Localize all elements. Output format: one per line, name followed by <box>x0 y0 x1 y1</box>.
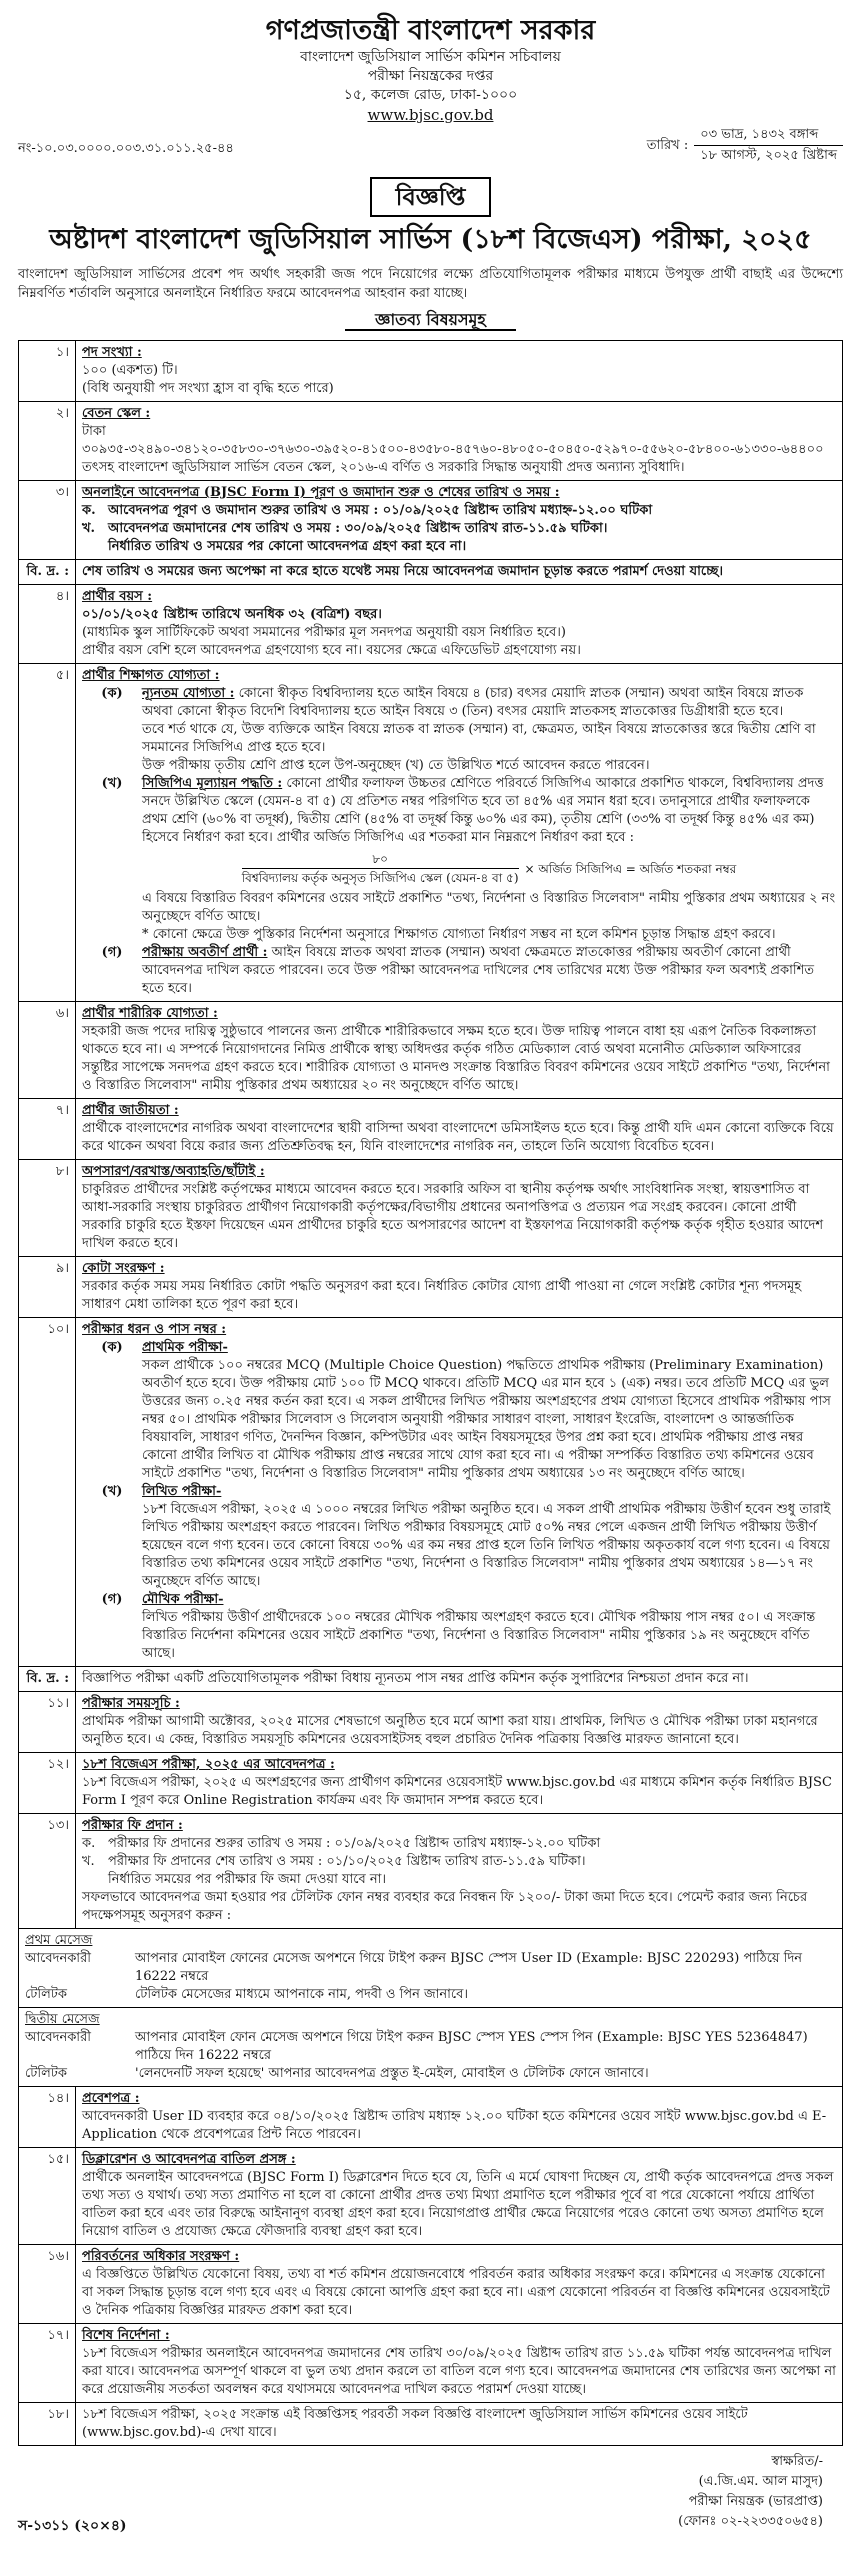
sms-sender: আবেদনকারী <box>25 1951 91 1966</box>
sms-line <box>25 1950 836 1986</box>
sub-body: তবে শর্ত থাকে যে, উক্ত ব্যক্তিকে আইন বিষয়ে স্নাতক বা স্নাতক (সম্মান) বা, ক্ষেত্রমত, আইন বিষয়ে স্নাতকোত্তর স্তরে দ্বিতীয় শ্রেণি বা সমমানের সিজিপিএ প্রাপ্ত হতে হবে। <box>142 722 816 755</box>
sub-label: (খ) <box>101 1484 123 1499</box>
item-number: ১১। <box>19 1692 76 1753</box>
item-content <box>76 402 843 481</box>
item-content <box>76 2148 843 2245</box>
sub-body: কোনো স্বীকৃত বিশ্ববিদ্যালয় হতে আইন বিষয়ে ৪ (চার) বৎসর মেয়াদি স্নাতক (সম্মান) অথবা আইন বিষয়ে স্নাতক অথবা কোনো স্বীকৃত বিদেশি বিশ্ববিদ্যালয় হতে আইন বিষয়ে ৩ (তিন) বৎসর মেয়াদি স্নাতকসহ স্নাতকোত্তর ডিগ্রীধারী হতে হবে। <box>142 686 804 719</box>
conditions-table <box>18 340 843 2446</box>
sub-label: খ. <box>82 1854 95 1869</box>
date-block <box>641 125 843 166</box>
item-content <box>76 2087 843 2148</box>
sms-text: আপনার মোবাইল ফোনের মেসেজ অপশনে গিয়ে টাইপ করুন BJSC স্পেস User ID (Example: BJSC 220293) পাঠিয়ে দিন 16222 নম্বরে <box>135 1951 803 1984</box>
item-number: বি. দ্র. : <box>19 1667 76 1692</box>
sub-item <box>82 775 836 944</box>
item-title: পরীক্ষার ধরন ও পাস নম্বর : <box>82 1322 227 1337</box>
item-content <box>76 1753 843 1814</box>
item-body: নির্ধারিত সময়ের পর পরীক্ষার ফি জমা দেওয়া যাবে না। <box>108 1872 387 1887</box>
item-number: ২। <box>19 402 76 481</box>
table-row <box>19 1753 843 1814</box>
table-row <box>19 2403 843 2446</box>
sub-item <box>82 1853 836 1871</box>
notice-title: বিজ্ঞপ্তি <box>370 177 492 217</box>
memo-number: নং-১০.০৩.০০০০.০০৩.৩১.০১১.২৫-৪৪ <box>18 141 234 156</box>
item-title: ১৮শ বিজেএস পরীক্ষা, ২০২৫ এর আবেদনপত্র : <box>82 1757 335 1772</box>
table-row <box>19 2087 843 2148</box>
sms-sender: টেলিটক <box>25 2066 67 2081</box>
sub-label: (ক) <box>101 686 123 701</box>
sub-body: উক্ত পরীক্ষায় তৃতীয় শ্রেণি প্রাপ্ত হলে উপ-অনুচ্ছেদ (খ) তে উল্লিখিত শর্তে আবেদন করতে পারবেন। <box>142 758 650 773</box>
item-title: প্রার্থীর শারীরিক যোগ্যতা : <box>82 1006 218 1021</box>
item-body: সহকারী জজ পদের দায়িত্ব সুষ্ঠুভাবে পালনের জন্য প্রার্থীকে শারীরিকভাবে সক্ষম হতে হবে। উক্ত দায়িত্ব পালনে বাধা হয় এরূপ নৈতিক বিকলাঙ্গতা থাকতে হবে না। এ সম্পর্কে নিয়োগদানের নিমিত্ত প্রার্থীকে স্বাস্থ্য অধিদপ্তর কর্তৃক গঠিত মেডিক্যাল বোর্ড অথবা মনোনীত মেডিক্যাল অফিসারের সন্তুষ্টির সাপেক্ষে সনদপত্র গ্রহণ করতে হবে। শারীরিক যোগ্যতা ও মানদণ্ড সংক্রান্ত বিস্তারিত বিবরণ কমিশনের ওয়েব সাইটে প্রকাশিত "তথ্য, নির্দেশনা ও বিস্তারিত সিলেবাস" নামীয় পুস্তিকার প্রথম অধ্যায়ের ২০ নং অনুচ্ছেদে বর্ণিত আছে। <box>82 1024 830 1093</box>
item-body: ১৮শ বিজেএস পরীক্ষা, ২০২৫ সংক্রান্ত এই বিজ্ঞপ্তিসহ পরবর্তী সকল বিজ্ঞপ্তি বাংলাদেশ জুডিসিয়াল সার্ভিস কমিশনের ওয়েব সাইটে (www.bjsc.gov.bd)-এ দেখা যাবে। <box>76 2403 843 2446</box>
item-content <box>76 1318 843 1667</box>
sub-text <box>142 944 836 998</box>
item-note: (মাধ্যমিক স্কুল সার্টিফিকেট অথবা সমমানের পরীক্ষার মূল সনদপত্র অনুযায়ী বয়স নির্ধারিত হবে।) <box>82 625 566 640</box>
exam-title: অষ্টাদশ বাংলাদেশ জুডিসিয়াল সার্ভিস (১৮শ বিজেএস) পরীক্ষা, ২০২৫ <box>49 224 812 255</box>
table-row <box>19 585 843 664</box>
sub-item <box>82 685 836 775</box>
item-number: ১৭। <box>19 2324 76 2403</box>
table-row <box>19 1929 843 2008</box>
item-body: টাকা ৩০৯৩৫-৩২৪৯০-৩৪১২০-৩৫৮৩০-৩৭৬৩০-৩৯৫২০-৪১৫০০-৪৩৫৮০-৪৫৭৬০-৪৮০৫০-৫০৪৫০-৫২৯৭০-৫৫৬২০-৫৮৪০০-৬১৩৩০-৬৪৪০০ তৎসহ বাংলাদেশ জুডিসিয়াল সার্ভিস বেতন স্কেল, ২০১৬-এ বর্ণিত ও সরকারি সিদ্ধান্ত অনুযায়ী প্রদত্ত অন্যান্য সুবিধাদি। <box>82 424 824 475</box>
table-row <box>19 402 843 481</box>
item-body: চাকুরিরত প্রার্থীদের সংশ্লিষ্ট কর্তৃপক্ষের মাধ্যমে আবেদন করতে হবে। সরকারি অফিস বা স্থানীয় কর্তৃপক্ষ অর্থাৎ সাংবিধানিক সংস্থা, স্বায়ত্তশাসিত বা আধা-সরকারি সংস্থায় চাকুরিরত প্রার্থীগণ নিয়োগকারী কর্তৃপক্ষের/বিভাগীয় প্রধানের অনাপত্তিপত্র ও প্রত্যয়ন পত্র সংগ্রহ করবেন। কোনো প্রার্থী সরকারি চাকুরি হতে ইস্তফা দিয়েছেন এমন প্রার্থীদের চাকুরি হতে অপসারণের আদেশ বা ইস্তফাপত্র নিয়োগকারী কর্তৃপক্ষ কর্তৃক গৃহীত হওয়ার আদেশ দাখিল করতে হবে। <box>82 1182 824 1251</box>
table-row <box>19 1099 843 1160</box>
sub-body: আইন বিষয়ে স্নাতক অথবা স্নাতক (সম্মান) অথবা ক্ষেত্রমতে স্নাতকোত্তর পরীক্ষায় অবতীর্ণ কোনো প্রার্থী আবেদনপত্র দাখিল করতে পারবেন। তবে উক্ত পরীক্ষা আবেদনপত্র দাখিলের শেষ তারিখের মধ্যে উক্ত পরীক্ষার ফল অবশ্যই প্রকাশিত হতে হবে। <box>142 945 815 996</box>
item-number: ১০। <box>19 1318 76 1667</box>
item-number: ৬। <box>19 1002 76 1099</box>
item-title: প্রার্থীর জাতীয়তা : <box>82 1103 179 1118</box>
sms-label: দ্বিতীয় মেসেজ <box>25 2012 100 2027</box>
sms-label: প্রথম মেসেজ <box>25 1933 93 1948</box>
table-row <box>19 1667 843 1692</box>
sub-text <box>142 1339 836 1483</box>
signature-block <box>18 2452 843 2532</box>
sub-text: আবেদনপত্র জমাদানের শেষ তারিখ ও সময় : ৩০/০৯/২০২৫ খ্রিষ্টাব্দ তারিখ রাত-১১.৫৯ ঘটিকা। <box>108 521 608 536</box>
item-title: অপসারণ/বরখাস্ত/অব্যাহতি/ছাঁটাই : <box>82 1164 265 1179</box>
sub-text <box>142 1591 836 1663</box>
item-body: শেষ তারিখ ও সময়ের জন্য অপেক্ষা না করে হাতে যথেষ্ট সময় নিয়ে আবেদনপত্র জমাদান চূড়ান্ত করতে পরামর্শ দেওয়া যাচ্ছে। <box>76 560 843 585</box>
item-title: ডিক্লারেশন ও আবেদনপত্র বাতিল প্রসঙ্গ : <box>82 2152 296 2167</box>
item-title: প্রার্থীর শিক্ষাগত যোগ্যতা : <box>82 668 220 683</box>
item-body: ১০০ (একশত) টি। <box>82 363 178 378</box>
item-title: পরিবর্তনের অধিকার সংরক্ষণ : <box>82 2249 240 2264</box>
sub-body: কোনো প্রার্থীর ফলাফল উচ্চতর শ্রেণিতে পরিবর্তে সিজিপিএ আকারে প্রকাশিত থাকলে, বিশ্ববিদ্যালয় প্রদত্ত সনদে উল্লিখিত স্কেলে (যেমন-৪ বা ৫) যে প্রতিশত নম্বর পরিগণিত হবে তা ৪৫% এর সমান ধরা হবে। তদানুসারে প্রার্থীর ফলাফলকে প্রথম শ্রেণি (৬০% বা তদূর্ধ্ব), দ্বিতীয় শ্রেণি (৪৫% বা তদূর্ধ্ব কিন্তু ৬০% এর কম), তৃতীয় শ্রেণি (৩৩% বা তদূর্ধ্ব কিন্তু ৪৫% এর কম) হিসেবে নির্ধারণ করা হবে। প্রার্থীর অর্জিত সিজিপিএ এর শতকরা মান নিম্নরূপে নির্ধারণ করা হবে : <box>142 776 824 845</box>
item-number: ৩। <box>19 481 76 560</box>
sub-text <box>142 1483 836 1591</box>
section-heading-wrap <box>18 307 843 334</box>
item-content <box>76 341 843 402</box>
sub-label: (গ) <box>101 1592 123 1607</box>
item-number: ১৬। <box>19 2245 76 2324</box>
table-row <box>19 341 843 402</box>
sub-body: ১৮শ বিজেএস পরীক্ষা, ২০২৫ এ ১০০০ নম্বরের লিখিত পরীক্ষা অনুষ্ঠিত হবে। এ সকল প্রার্থী প্রাথমিক পরীক্ষায় উত্তীর্ণ হবেন শুধু তারাই লিখিত পরীক্ষায় অংশগ্রহণ করতে পারবেন। লিখিত পরীক্ষার বিষয়সমূহে মোট ৫০% নম্বর পেলে একজন প্রার্থী লিখিত পরীক্ষায় উত্তীর্ণ হয়েছেন বলে গণ্য হবেন। তবে কোনো বিষয়ে ৩০% এর কম নম্বর প্রাপ্ত হলে তিনি লিখিত পরীক্ষায় অকৃতকার্য বলে গণ্য হবেন। এ বিষয়ে বিস্তারিত তথ্য কমিশনের ওয়েব সাইটে প্রকাশিত "তথ্য, নির্দেশনা ও বিস্তারিত সিলেবাস" নামীয় পুস্তিকার প্রথম অধ্যায়ের ১৪—১৭ নং অনুচ্ছেদে বর্ণিত আছে। <box>142 1502 831 1589</box>
sub-item <box>82 1339 836 1483</box>
item-body: প্রার্থীকে অনলাইন আবেদনপত্রে (BJSC Form I) ডিক্লারেশন দিতে হবে যে, তিনি এ মর্মে ঘোষণা দিচ্ছেন যে, প্রার্থী কর্তৃক আবেদনপত্রে প্রদত্ত সকল তথ্য সত্য ও যথার্থ। তথ্য সত্য প্রমাণিত না হলে বা কোনো প্রার্থীর প্রদত্ত তথ্য মিথ্যা প্রমাণিত হলে পরীক্ষার পূর্বে বা পরে যেকোনো পর্যায়ে প্রার্থিতা বাতিল করা হবে এবং তার বিরুদ্ধে আইনানুগ ব্যবস্থা গ্রহণ করা হবে। নিয়োগপ্রাপ্ত প্রার্থীর ক্ষেত্রে নিয়োগের পরেও কোনো তথ্য অসত্য প্রমাণিত হলে নিয়োগ বাতিল ও প্রযোজ্য ক্ষেত্রে ফৌজদারি ব্যবস্থা গ্রহণ করা হবে। <box>82 2170 834 2239</box>
item-number: ১৩। <box>19 1814 76 1929</box>
sub-item <box>82 1591 836 1663</box>
office-name: বাংলাদেশ জুডিসিয়াল সার্ভিস কমিশন সচিবালয় <box>300 49 561 65</box>
sub-item <box>82 520 836 538</box>
item-body: নির্ধারিত তারিখ ও সময়ের পর কোনো আবেদনপত্র গ্রহণ করা হবে না। <box>108 539 467 554</box>
sub-heading: সিজিপিএ মূল্যায়ন পদ্ধতি : <box>142 776 283 791</box>
item-content <box>76 1814 843 1929</box>
formula-tail: × অর্জিত সিজিপিএ = অর্জিত শতকরা নম্বর <box>524 861 737 876</box>
date-bangla: ০৩ ভাদ্র, ১৪৩২ বঙ্গাব্দ <box>694 125 843 146</box>
item-number: ১৪। <box>19 2087 76 2148</box>
table-row <box>19 1002 843 1099</box>
formula-numerator: ৮০ <box>242 850 519 869</box>
sms-text: 'লেনদেনটি সফল হয়েছে' আপনার আবেদনপত্র প্রস্তুত ই-মেইল, মোবাইল ও টেলিটক ফোনে জানাবে। <box>135 2066 649 2081</box>
sub-text <box>142 685 836 775</box>
sms-line <box>25 2065 836 2083</box>
item-content <box>76 481 843 560</box>
date-english: ১৮ আগস্ট, ২০২৫ খ্রিষ্টাব্দ <box>700 148 837 163</box>
item-title: কোটা সংরক্ষণ : <box>82 1261 165 1276</box>
sms-sender: আবেদনকারী <box>25 2030 91 2045</box>
sub-item <box>82 1483 836 1591</box>
formula-fraction <box>242 850 519 887</box>
sub-heading: প্রাথমিক পরীক্ষা- <box>142 1340 228 1355</box>
item-content <box>76 1099 843 1160</box>
item-body: সফলভাবে আবেদনপত্র জমা হওয়ার পর টেলিটক ফোন নম্বর ব্যবহার করে নিবন্ধন ফি ১২০০/- টাকা জমা দিতে হবে। পেমেন্ট করার জন্য নিচের পদক্ষেপসমূহ অনুসরণ করুন : <box>82 1890 808 1923</box>
item-title: পদ সংখ্যা : <box>82 345 142 360</box>
sms-text: টেলিটক মেসেজের মাধ্যমে আপনাকে নাম, পদবী ও পিন জানাবে। <box>135 1987 469 2002</box>
item-title: বিশেষ নির্দেশনা : <box>82 2328 170 2343</box>
gov-title: গণপ্রজাতন্ত্রী বাংলাদেশ সরকার <box>265 15 596 46</box>
item-body: প্রাথমিক পরীক্ষা আগামী অক্টোবর, ২০২৫ মাসের শেষভাগে অনুষ্ঠিত হবে মর্মে আশা করা যায়। প্রাথমিক, লিখিত ও মৌখিক পরীক্ষা ঢাকা মহানগরে অনুষ্ঠিত হবে। এ কেন্দ্র, বিস্তারিত সময়সূচি কমিশনের ওয়েবসাইটসহ বহুল প্রচারিত দৈনিক পত্রিকায় বিজ্ঞপ্তি মারফত জানানো হবে। <box>82 1714 818 1747</box>
item-number: ৫। <box>19 664 76 1002</box>
item-body: বিজ্ঞাপিত পরীক্ষা একটি প্রতিযোগিতামূলক পরীক্ষা বিধায় ন্যূনতম পাস নম্বর প্রাপ্তি কমিশন কর্তৃক সুপারিশের নিশ্চয়তা প্রদান করে না। <box>76 1667 843 1692</box>
sms-line <box>25 1986 836 2004</box>
table-row <box>19 560 843 585</box>
item-number: ৪। <box>19 585 76 664</box>
formula-denominator: বিশ্ববিদ্যালয় কর্তৃক অনুসৃত সিজিপিএ স্কেল (যেমন-৪ বা ৫) <box>241 871 519 885</box>
sub-body: লিখিত পরীক্ষায় উত্তীর্ণ প্রার্থীদেরকে ১০০ নম্বরের মৌখিক পরীক্ষায় অংশগ্রহণ করতে হবে। মৌখিক পরীক্ষায় পাস নম্বর ৫০। এ সংক্রান্ত বিস্তারিত নির্দেশনা কমিশনের ওয়েব সাইটে প্রকাশিত "তথ্য, নির্দেশনা ও বিস্তারিত সিলেবাস" নামীয় পুস্তিকার ১৯ নং অনুচ্ছেদে বর্ণিত আছে। <box>142 1610 816 1661</box>
item-body: এ বিজ্ঞপ্তিতে উল্লিখিত যেকোনো বিষয়, তথ্য বা শর্ত কমিশন প্রয়োজনবোধে পরিবর্তন করার অধিকার সংরক্ষণ করে। কমিশনের এ সংক্রান্ত যেকোনো বা সকল সিদ্ধান্ত চূড়ান্ত বলে গণ্য হবে এবং এ বিষয়ে কোনো আপত্তি গ্রহণ করা হবে না। এরূপ যেকোনো পরিবর্তন বা বিজ্ঞপ্তি কমিশনের ওয়েবসাইটে ও দৈনিক পত্রিকায় বিজ্ঞপ্তির মারফত প্রকাশ করা হবে। <box>82 2267 830 2318</box>
table-row <box>19 1160 843 1257</box>
sub-heading: লিখিত পরীক্ষা- <box>142 1484 222 1499</box>
letterhead <box>18 14 843 125</box>
office-address: ১৫, কলেজ রোড, ঢাকা-১০০০ <box>343 87 518 103</box>
sub-text: আবেদনপত্র পূরণ ও জমাদান শুরুর তারিখ ও সময় : ০১/০৯/২০২৫ খ্রিষ্টাব্দ তারিখ মধ্যাহ্ন-১২.০০ ঘটিকা <box>108 503 653 518</box>
item-title: অনলাইনে আবেদনপত্র (BJSC Form I) পূরণ ও জমাদান শুরু ও শেষের তারিখ ও সময় : <box>82 485 560 500</box>
print-code: স-১৩১১ (২০×৪) <box>18 2518 127 2534</box>
item-note: প্রার্থীর বয়স বেশি হলে আবেদনপত্র গ্রহণযোগ্য হবে না। বয়সের ক্ষেত্রে এফিডেভিট গ্রহণযোগ্য নয়। <box>82 643 581 658</box>
table-row <box>19 481 843 560</box>
item-body: প্রার্থীকে বাংলাদেশের নাগরিক অথবা বাংলাদেশের স্থায়ী বাসিন্দা অথবা বাংলাদেশে ডমিসাইলড হতে হবে। কিন্তু প্রার্থী যদি এমন কোনো ব্যক্তিকে বিয়ে করে থাকেন অথবা বিয়ে করার জন্য প্রতিশ্রুতিবদ্ধ হন, যিনি বাংলাদেশের নাগরিক নন, তাহলে তিনি অযোগ্য বিবেচিত হবেন। <box>82 1121 834 1154</box>
table-row <box>19 1692 843 1753</box>
item-number: ৭। <box>19 1099 76 1160</box>
item-number: ৯। <box>19 1257 76 1318</box>
item-body: সরকার কর্তৃক সময় সময় নির্ধারিত কোটা পদ্ধতি অনুসরণ করা হবে। নির্ধারিত কোটার যোগ্য প্রার্থী পাওয়া না গেলে সংশ্লিষ্ট কোটার শূন্য পদসমূহ সাধারণ মেধা তালিকা হতে পূরণ করা হবে। <box>82 1279 802 1312</box>
table-row <box>19 2148 843 2245</box>
sub-label: ক. <box>82 1836 96 1851</box>
notice-title-wrap <box>18 177 843 217</box>
signatory-phone: (ফোনঃ ০২-২২৩৩৫০৬৫৪) <box>678 2514 823 2529</box>
reference-row <box>18 125 843 177</box>
table-row <box>19 2008 843 2087</box>
item-title: প্রার্থীর বয়স : <box>82 589 153 604</box>
sub-text <box>142 775 836 944</box>
sub-label: খ. <box>82 521 96 536</box>
item-title: পরীক্ষার ফি প্রদান : <box>82 1818 183 1833</box>
sub-body: সকল প্রার্থীকে ১০০ নম্বরের MCQ (Multiple Choice Question) পদ্ধতিতে প্রাথমিক পরীক্ষায় (Preliminary Examination) অবতীর্ণ হতে হবে। উক্ত পরীক্ষায় মোট ১০০ টি MCQ থাকবে। প্রতিটি MCQ এর মান হবে ১ (এক) নম্বর। তবে প্রতিটি MCQ এর ভুল উত্তরের জন্য ০.২৫ নম্বর কর্তন করা হবে। এ সকল প্রার্থীদের লিখিত পরীক্ষায় অংশগ্রহণের প্রথম যোগ্যতা হিসেবে প্রাথমিক পরীক্ষায় পাস নম্বর ৫০। প্রাথমিক পরীক্ষার সিলেবাস ও সিলেবাস অনুযায়ী পরীক্ষার সাধারণ বাংলা, সাধারণ ইংরেজি, বাংলাদেশ ও আন্তর্জাতিক বিষয়াবলি, সাধারণ গণিত, দৈনন্দিন বিজ্ঞান, কম্পিউটার এবং আইন বিষয়সমূহের উপর প্রশ্ন করা হবে। প্রাথমিক পরীক্ষায় প্রাপ্ত নম্বর কোনো প্রার্থীর লিখিত বা মৌখিক পরীক্ষায় প্রাপ্ত নম্বরের সাথে যোগ করা হবে না। এ পরীক্ষা সম্পর্কিত বিস্তারিত তথ্য কমিশনের ওয়েব সাইটে প্রকাশিত "তথ্য, নির্দেশনা ও বিস্তারিত সিলেবাস" নামীয় পুস্তিকার প্রথম অধ্যায়ের ১৩ নং অনুচ্ছেদে বর্ণিত আছে। <box>142 1358 831 1481</box>
sub-heading: মৌখিক পরীক্ষা- <box>142 1592 224 1607</box>
item-note: (বিধি অনুযায়ী পদ সংখ্যা হ্রাস বা বৃদ্ধি হতে পারে) <box>82 381 334 396</box>
date-label: তারিখ : <box>646 137 689 153</box>
item-content <box>76 664 843 1002</box>
sub-text: পরীক্ষার ফি প্রদানের শুরুর তারিখ ও সময় : ০১/০৯/২০২৫ খ্রিষ্টাব্দ তারিখ মধ্যাহ্ন-১২.০০ ঘটিকা <box>108 1836 601 1851</box>
sub-heading: ন্যূনতম যোগ্যতা : <box>142 686 235 701</box>
sub-body: * কোনো ক্ষেত্রে উক্ত পুস্তিকার নির্দেশনা অনুসারে শিক্ষাগত যোগ্যতা নির্ধারণ সম্ভব না হলে কমিশন চূড়ান্ত সিদ্ধান্ত গ্রহণ করবে। <box>142 927 776 942</box>
item-title: প্রবেশপত্র : <box>82 2091 140 2106</box>
table-row <box>19 664 843 1002</box>
table-row <box>19 2245 843 2324</box>
item-content <box>76 2245 843 2324</box>
sub-body: এ বিষয়ে বিস্তারিত বিবরণ কমিশনের ওয়েব সাইটে প্রকাশিত "তথ্য, নির্দেশনা ও বিস্তারিত সিলেবাস" নামীয় পুস্তিকার প্রথম অধ্যায়ের ২ নং অনুচ্ছেদে বর্ণিত আছে। <box>142 891 836 924</box>
item-number: ১৮। <box>19 2403 76 2446</box>
section-heading: জ্ঞাতব্য বিষয়সমূহ <box>345 310 516 331</box>
item-content <box>76 1257 843 1318</box>
sub-label: (গ) <box>101 945 123 960</box>
table-row <box>19 2324 843 2403</box>
item-body: ১৮শ বিজেএস পরীক্ষার অনলাইনে আবেদনপত্র জমাদানের শেষ তারিখ ৩০/০৯/২০২৫ খ্রিষ্টাব্দ তারিখ রাত ১১.৫৯ ঘটিকা পর্যন্ত আবেদনপত্র দাখিল করা যাবে। আবেদনপত্র অসম্পূর্ণ থাকলে বা ভুল তথ্য প্রদান করলে তা বাতিল বলে গণ্য হবে। আবেদনপত্র জমাদানের শেষ তারিখের জন্য অপেক্ষা না করে প্রয়োজনীয় সতর্কতা অবলম্বন করে যথাসময়ে আবেদনপত্র দাখিল করতে পরামর্শ দেওয়া যাচ্ছে। <box>82 2346 836 2397</box>
item-number: বি. দ্র. : <box>19 560 76 585</box>
signatory-designation: পরীক্ষা নিয়ন্ত্রক (ভারপ্রাপ্ত) <box>688 2494 823 2509</box>
sub-heading: পরীক্ষায় অবতীর্ণ প্রার্থী : <box>142 945 268 960</box>
website-link[interactable]: www.bjsc.gov.bd <box>367 106 494 124</box>
item-number: ১২। <box>19 1753 76 1814</box>
item-body: আবেদনকারী User ID ব্যবহার করে ০৪/১০/২০২৫ খ্রিষ্টাব্দ তারিখ মধ্যাহ্ন ১২.০০ ঘটিকা হতে কমিশনের ওয়েব সাইট www.bjsc.gov.bd এ E-Application থেকে প্রবেশপত্রের প্রিন্ট নিতে পারবেন। <box>82 2109 827 2142</box>
sms-sender: টেলিটক <box>25 1987 67 2002</box>
sub-label: (খ) <box>101 776 123 791</box>
sub-item <box>82 1835 836 1853</box>
item-content <box>76 1692 843 1753</box>
sub-label: (ক) <box>101 1340 123 1355</box>
sub-text: পরীক্ষার ফি প্রদানের শেষ তারিখ ও সময় : ০১/১০/২০২৫ খ্রিষ্টাব্দ তারিখ রাত-১১.৫৯ ঘটিকা। <box>108 1854 586 1869</box>
item-content <box>76 585 843 664</box>
cgpa-formula <box>142 850 836 887</box>
signatory-name: (এ.জি.এম. আল মাসুদ) <box>698 2474 823 2489</box>
item-content <box>76 2324 843 2403</box>
table-row <box>19 1814 843 1929</box>
sub-label: ক. <box>82 503 96 518</box>
table-row <box>19 1318 843 1667</box>
item-number: ১৫। <box>19 2148 76 2245</box>
table-row <box>19 1257 843 1318</box>
item-title: পরীক্ষার সময়সূচি : <box>82 1696 180 1711</box>
sub-item <box>82 502 836 520</box>
sms-block-1 <box>19 1929 843 2008</box>
sms-block-2 <box>19 2008 843 2087</box>
item-number: ৮। <box>19 1160 76 1257</box>
sub-item <box>82 944 836 998</box>
item-body: ১৮শ বিজেএস পরীক্ষা, ২০২৫ এ অংশগ্রহণের জন্য প্রার্থীগণ কমিশনের ওয়েবসাইট www.bjsc.gov.bd এর মাধ্যমে কমিশন কর্তৃক নির্ধারিত BJSC Form I পূরণ করে Online Registration কার্যক্রম এবং ফি জমাদান সম্পন্ন করতে হবে। <box>82 1775 832 1808</box>
signature-mark: স্বাক্ষরিত/- <box>771 2454 823 2469</box>
department-name: পরীক্ষা নিয়ন্ত্রকের দপ্তর <box>367 68 494 84</box>
item-title: বেতন স্কেল : <box>82 406 151 421</box>
sms-text: আপনার মোবাইল ফোন মেসেজ অপশনে গিয়ে টাইপ করুন BJSC স্পেস YES স্পেস পিন (Example: BJSC YES 52364847) পাঠিয়ে দিন 16222 নম্বরে <box>135 2030 808 2063</box>
item-number: ১। <box>19 341 76 402</box>
item-content <box>76 1002 843 1099</box>
intro-paragraph: বাংলাদেশ জুডিসিয়াল সার্ভিসের প্রবেশ পদ অর্থাৎ সহকারী জজ পদে নিয়োগের লক্ষ্যে প্রতিযোগিতামূলক পরীক্ষার মাধ্যমে উপযুক্ত প্রার্থী বাছাই এর উদ্দেশ্যে নিম্নবর্ণিত শর্তাবলি অনুসারে অনলাইনে নির্ধারিত ফরমে আবেদনপত্র আহবান করা যাচ্ছে। <box>18 267 843 301</box>
age-limit: ০১/০১/২০২৫ খ্রিষ্টাব্দ তারিখে অনধিক ৩২ (বত্রিশ) বছর। <box>82 607 382 622</box>
sms-line <box>25 2029 836 2065</box>
item-content <box>76 1160 843 1257</box>
